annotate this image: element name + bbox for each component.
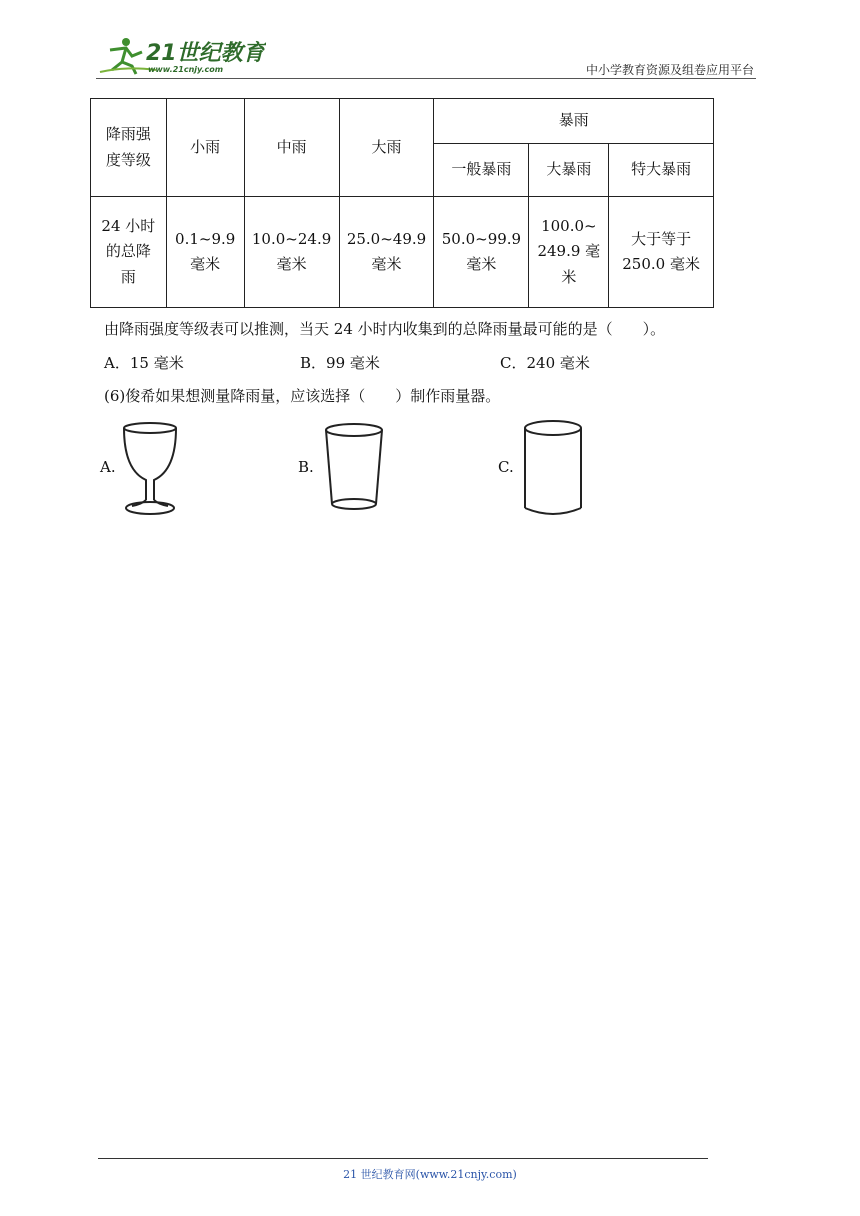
q6-option-c-label[interactable]: C.: [498, 458, 514, 476]
header-heavy-rainstorm: 大暴雨: [529, 144, 609, 197]
logo-url: www.21cnjy.com: [148, 65, 224, 74]
logo-text: 21世纪教育: [146, 41, 265, 66]
q6-option-a-label[interactable]: A.: [100, 458, 116, 476]
q5-option-b[interactable]: B．99 毫米: [300, 354, 380, 372]
cell-line: 250.0 毫米: [622, 255, 700, 273]
cell-line: 25.0~49.9: [346, 229, 427, 248]
question-5-text: 由降雨强度等级表可以推测，当天 24 小时内收集到的总降雨量最可能的是（ ）。: [104, 320, 666, 338]
rainfall-intensity-table: [90, 98, 714, 308]
cylinder-cup-icon[interactable]: [522, 418, 584, 522]
cell-line: 24 小时: [101, 216, 156, 235]
value-rainstorm: [434, 197, 529, 308]
value-extreme-rainstorm: [609, 197, 714, 308]
cell-line: 50.0~99.9: [441, 229, 522, 248]
table-row: [91, 197, 714, 308]
header-light-rain: 小雨: [166, 99, 244, 197]
header-moderate-rain: 中雨: [244, 99, 339, 197]
q5-option-c[interactable]: C．240 毫米: [500, 354, 590, 372]
q6-option-b-label[interactable]: B.: [298, 458, 314, 476]
wine-glass-icon[interactable]: [118, 418, 182, 522]
cell-line: 度等级: [105, 150, 151, 169]
tapered-cup-icon[interactable]: [322, 420, 386, 518]
header-rainstorm: 一般暴雨: [434, 144, 529, 197]
value-heavy-rainstorm: [529, 197, 609, 308]
header-rainstorm-group: 暴雨: [434, 99, 714, 144]
site-tagline: 中小学教育资源及组卷应用平台: [585, 63, 754, 77]
header-heavy-rain: 大雨: [339, 99, 434, 197]
cell-line: 大于等于: [631, 229, 692, 248]
question-6-text: (6)俊希如果想测量降雨量，应该选择（ ）制作雨量器。: [104, 387, 501, 405]
header-divider: [96, 78, 756, 79]
header-extreme-rainstorm: 特大暴雨: [609, 144, 714, 197]
row-header-24h-total: [91, 197, 167, 308]
value-light-rain: [166, 197, 244, 308]
cell-line: 毫米: [371, 255, 402, 273]
cell-line: 100.0~: [541, 216, 597, 235]
cell-line: 雨: [120, 267, 136, 286]
value-moderate-rain: [244, 197, 339, 308]
value-heavy-rain: [339, 197, 434, 308]
cell-line: 249.9 毫: [537, 242, 601, 261]
logo-runner-icon: [96, 36, 266, 78]
q5-option-a[interactable]: A．15 毫米: [104, 354, 184, 372]
footer-site-link[interactable]: 21 世纪教育网(www.21cnjy.com): [343, 1168, 517, 1181]
cell-line: 10.0~24.9: [251, 229, 332, 248]
site-logo: [96, 36, 266, 78]
table-row: [91, 99, 714, 144]
cell-line: 毫米: [276, 255, 307, 273]
row-header-intensity-level: [91, 99, 167, 197]
footer-divider: [98, 1158, 708, 1159]
cell-line: 毫米: [466, 255, 497, 273]
cell-line: 米: [561, 267, 577, 286]
cell-line: 的总降: [105, 242, 151, 261]
cell-line: 毫米: [190, 255, 221, 273]
cell-line: 0.1~9.9: [175, 229, 236, 248]
cell-line: 降雨强: [105, 125, 151, 143]
